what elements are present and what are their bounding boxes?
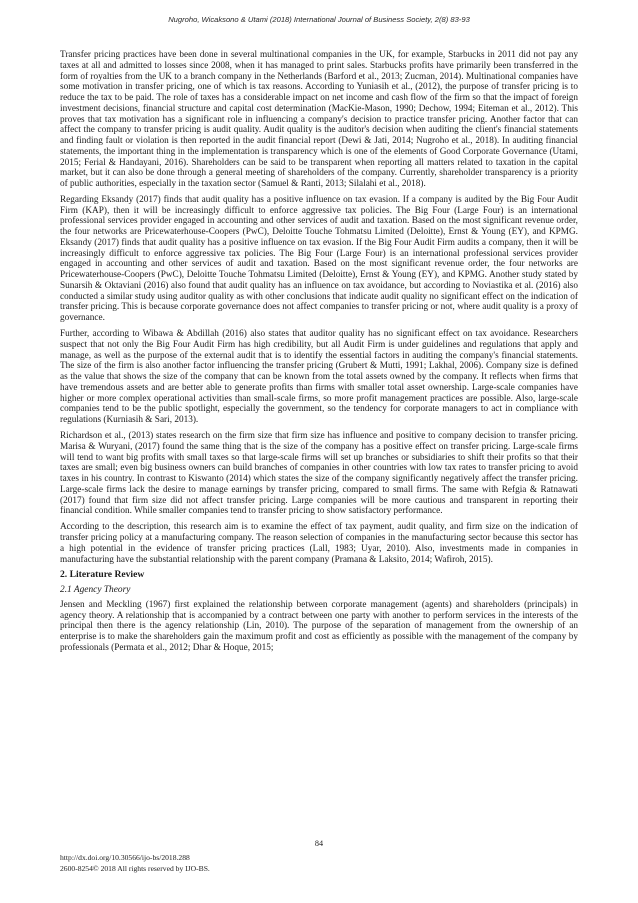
copyright-notice: 2600-8254© 2018 All rights reserved by IJO-BS. (60, 864, 210, 873)
running-header: Nugroho, Wicaksono & Utami (2018) International Journal of Business Society, 2(8) 83-93 (168, 15, 470, 24)
body-paragraph: Regarding Eksandy (2017) finds that audit quality has a positive influence on tax evasion. If a company is audited by the Big Four Audit Firm (KAP), then it will be increasingly difficult to enforce aggressive tax policies. The Big Four (Large Four) is an international professional services provider engaged in accounting and other services of audit and taxation. Based on the most significant revenue order, the four networks are Pricewaterhouse-Coopers (PwC), Deloitte Touche Tohmatsu Limited (Deloitte), Ernst & Young (EY), and KPMG. Eksandy (2017) finds that audit quality has a positive influence on tax evasion. If the Big Four Audit Firm audits a company, then it will be increasingly difficult to enforce aggressive tax policies. The Big Four (Large Four) is an international professional services provider engaged in accounting and other services of audit and taxation. Based on the most significant revenue order, the four networks are Pricewaterhouse-Coopers (PwC), Deloitte Touche Tohmatsu Limited (Deloitte), Ernst & Young (EY), and KPMG. Another study stated by Sunarsih & Oktaviani (2016) also found that audit quality has an influence on tax avoidance, but according to Noviastika et al. (2016) also conducted a similar study using auditor quality as with other conclusions that indicate audit quality no significant effect on the indication of transfer pricing. This is because corporate governance does not affect companies to transfer pricing or not, where audit quality is a proxy of governance. (60, 194, 578, 324)
page-footer (60, 852, 210, 874)
body-paragraph: Richardson et al., (2013) states research on the firm size that firm size has influence and positive to company decision to transfer pricing. Marisa & Wuryani, (2017) found the same thing that is the size of the company has a positive effect on transfer pricing. Large-scale firms will tend to want big profits with small taxes so that large-scale firms will set up branches or subsidiaries to shift their profits so that their taxes are small; even big business owners can build branches of companies in other countries with low tax rates to transfer pricing to avoid taxes in his country. In contrast to Kiswanto (2014) which states the size of the company significantly negatively affect the transfer pricing. Large-scale firms lack the desire to manage earnings by transfer pricing, compared to small firms. The same with Refgia & Ratnawati (2017) found that firm size did not affect transfer pricing. Large companies will be more cautious and transparent in reporting their financial condition. While smaller companies tend to transfer pricing to show satisfactory performance. (60, 431, 578, 517)
page-number: 84 (314, 839, 324, 848)
section-heading: 2. Literature Review (60, 569, 145, 581)
body-paragraph: Jensen and Meckling (1967) first explained the relationship between corporate management (agents) and shareholders (principals) in agency theory. A relationship that is accompanied by a contract between one party with another to perform services in the interests of the principal then there is the agency relationship (Lin, 2010). The purpose of the separation of management from the ownership of an enterprise is to make the shareholders gain the maximum profit and cost as efficiently as possible with the management of the company by professionals (Permata et al., 2012; Dhar & Hoque, 2015; (60, 599, 578, 653)
body-paragraph: According to the description, this research aim is to examine the effect of tax payment, audit quality, and firm size on the indication of transfer pricing policy at a manufacturing company. The reason selection of companies in the manufacturing sector because this sector has a high potential in the evidence of transfer pricing practices (Lall, 1983; Uyar, 2010). Also, investments made in companies in manufacturing have the substantial relationship with the parent company (Pramana & Laksito, 2014; Wafiroh, 2015). (60, 522, 578, 565)
article-body (60, 50, 578, 659)
body-paragraph: Transfer pricing practices have been done in several multinational companies in the UK, for example, Starbucks in 2011 did not pay any taxes at all and admitted to losses since 2008, when it has managed to print sales. Starbucks profits have primarily been transferred in the form of royalties from the UK to a branch company in the Netherlands (Barford et al., 2013; Zucman, 2014). Multinational companies have some motivation in transfer pricing, one of which is tax reasons. According to Yuniasih et al., (2012), the purpose of transfer pricing is to reduce the tax to be paid. The role of taxes has a considerable impact on net income and cash flow of the firm so that the impact of foreign investment decisions, financial structure and capital cost determination (MacKie-Mason, 1990; Dechow, 1994; Eiteman et al., 2012). This proves that tax motivation has a significant role in influencing a company's decision to practice transfer pricing. Another factor that can affect the company to transfer pricing is audit quality. Audit quality is the auditor's decision when auditing the client's financial statements and finding fault or violation is then reported in the audit financial report (Dewi & Jati, 2014; Nugroho et al., 2018). In auditing financial statements, the important thing in the implementation is transparency which is one of the elements of Good Corporate Governance (Utami, 2015; Ferial & Handayani, 2016). Shareholders can be said to be transparent when reporting all matters related to taxation in the capital market, but it can also be done through a general meeting of shareholders of the company. Currently, shareholder transparency is a priority of public authorities, especially in the taxation sector (Samuel & Ranti, 2013; Silalahi et al., 2018). (60, 50, 578, 189)
doi-link[interactable]: http://dx.doi.org/10.30566/ijo-bs/2018.288 (60, 853, 190, 862)
body-paragraph: Further, according to Wibawa & Abdillah (2016) also states that auditor quality has no significant effect on tax avoidance. Researchers suspect that not only the Big Four Audit Firm has high credibility, but all Audit Firm is under guidelines and regulations that apply and manage, as well as the purpose of the external audit that is to identify the essential factors in auditing the company's financial statements. The size of the firm is also another factor influencing the transfer pricing (Grubert & Mutti, 1991; Lakhal, 2006). Company size is defined as the value that shows the size of the company that can be known from the total assets owned by the company. It reflects when firms that have tremendous assets and are better able to generate profits than firms with smaller total asset ownership. Large-scale companies have higher or more complex operational activities than small-scale firms, so more profit management practices are possible. Also, large-scale companies tend to be the public spotlight, especially the government, so the tendency for corporate managers to act in compliance with regulations (Kurniasih & Sari, 2013). (60, 329, 578, 426)
subsection-heading: 2.1 Agency Theory (60, 585, 131, 596)
